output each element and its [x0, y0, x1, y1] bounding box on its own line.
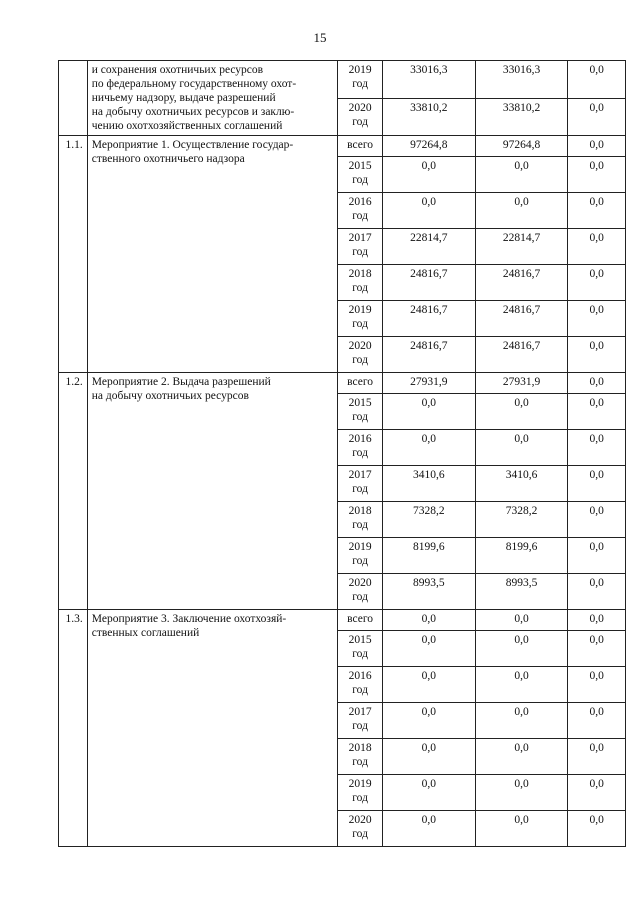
- period-label: 2017: [348, 469, 372, 481]
- item-name: [87, 136, 337, 373]
- value-cell-v2: 0,0: [475, 193, 568, 229]
- period-cell: [338, 136, 383, 157]
- page-number: 15: [313, 30, 327, 45]
- period-label: всего: [347, 139, 374, 151]
- value-cell-v2: 0,0: [475, 394, 568, 430]
- value-cell-v2: 8993,5: [475, 574, 568, 610]
- value-cell-v2: 0,0: [475, 811, 568, 847]
- value-cell-v3: 0,0: [568, 538, 626, 574]
- item-name-line: по федеральному государственному охот-: [91, 78, 297, 90]
- period-cell: [338, 98, 383, 136]
- value-cell-v3: 0,0: [568, 502, 626, 538]
- period-label: 2016: [348, 433, 372, 445]
- period-cell: [338, 667, 383, 703]
- value-cell-v3: 0,0: [568, 610, 626, 631]
- value-cell-v1: 27931,9: [382, 373, 475, 394]
- value-cell-v3: 0,0: [568, 337, 626, 373]
- value-cell-v3: 0,0: [568, 775, 626, 811]
- period-cell: [338, 502, 383, 538]
- value-cell-v1: 0,0: [382, 631, 475, 667]
- period-label: год: [352, 591, 368, 603]
- value-cell-v3: 0,0: [568, 631, 626, 667]
- period-label: год: [352, 78, 368, 90]
- period-cell: [338, 466, 383, 502]
- value-cell-v1: 97264,8: [382, 136, 475, 157]
- value-cell-v3: 0,0: [568, 301, 626, 337]
- value-cell-v1: 0,0: [382, 703, 475, 739]
- budget-table: [58, 60, 626, 847]
- item-name-line: Мероприятие 1. Осуществление государ-: [91, 139, 294, 151]
- period-label: 2017: [348, 232, 372, 244]
- period-label: всего: [347, 376, 374, 388]
- value-cell-v2: 0,0: [475, 703, 568, 739]
- table-row: [59, 61, 626, 99]
- value-cell-v2: 0,0: [475, 610, 568, 631]
- item-name: [87, 610, 337, 847]
- value-cell-v1: 24816,7: [382, 301, 475, 337]
- period-label: год: [352, 720, 368, 732]
- value-cell-v2: 0,0: [475, 430, 568, 466]
- value-cell-v3: 0,0: [568, 193, 626, 229]
- item-number: 1.2.: [59, 373, 88, 610]
- value-cell-v2: 8199,6: [475, 538, 568, 574]
- period-label: год: [352, 174, 368, 186]
- period-label: год: [352, 483, 368, 495]
- value-cell-v1: 3410,6: [382, 466, 475, 502]
- value-cell-v2: 27931,9: [475, 373, 568, 394]
- value-cell-v3: 0,0: [568, 574, 626, 610]
- period-label: год: [352, 756, 368, 768]
- period-cell: [338, 157, 383, 193]
- value-cell-v3: 0,0: [568, 373, 626, 394]
- item-name-line: и сохранения охотничьих ресурсов: [91, 64, 264, 76]
- period-label: год: [352, 447, 368, 459]
- period-label: 2015: [348, 397, 372, 409]
- period-cell: [338, 61, 383, 99]
- value-cell-v1: 8993,5: [382, 574, 475, 610]
- value-cell-v3: 0,0: [568, 229, 626, 265]
- value-cell-v2: 33016,3: [475, 61, 568, 99]
- item-number: [59, 61, 88, 136]
- value-cell-v2: 24816,7: [475, 265, 568, 301]
- period-cell: [338, 373, 383, 394]
- value-cell-v2: 97264,8: [475, 136, 568, 157]
- period-label: 2020: [348, 814, 372, 826]
- period-label: год: [352, 648, 368, 660]
- period-label: год: [352, 115, 368, 128]
- item-name-line: ничьему надзору, выдаче разрешений: [91, 92, 276, 104]
- value-cell-v1: 22814,7: [382, 229, 475, 265]
- value-cell-v2: 22814,7: [475, 229, 568, 265]
- period-label: 2015: [348, 160, 372, 172]
- value-cell-v1: 0,0: [382, 157, 475, 193]
- period-label: 2019: [348, 778, 372, 790]
- period-label: 2020: [348, 577, 372, 589]
- period-label: год: [352, 282, 368, 294]
- value-cell-v3: 0,0: [568, 703, 626, 739]
- value-cell-v1: 24816,7: [382, 337, 475, 373]
- table-row: [59, 136, 626, 157]
- value-cell-v1: 24816,7: [382, 265, 475, 301]
- period-cell: [338, 631, 383, 667]
- item-name-line: ственного охотничьего надзора: [91, 153, 245, 165]
- item-name-line: ственных соглашений: [91, 627, 200, 639]
- period-label: 2018: [348, 505, 372, 517]
- table-row: [59, 373, 626, 394]
- period-label: 2019: [348, 304, 372, 316]
- value-cell-v1: 8199,6: [382, 538, 475, 574]
- period-cell: [338, 811, 383, 847]
- period-label: год: [352, 555, 368, 567]
- period-cell: [338, 394, 383, 430]
- value-cell-v2: 7328,2: [475, 502, 568, 538]
- value-cell-v3: 0,0: [568, 136, 626, 157]
- value-cell-v1: 33810,2: [382, 98, 475, 136]
- value-cell-v3: 0,0: [568, 811, 626, 847]
- value-cell-v3: 0,0: [568, 667, 626, 703]
- period-label: 2015: [348, 634, 372, 646]
- value-cell-v2: 0,0: [475, 157, 568, 193]
- value-cell-v3: 0,0: [568, 466, 626, 502]
- item-name: [87, 373, 337, 610]
- period-label: год: [352, 210, 368, 222]
- period-cell: [338, 739, 383, 775]
- value-cell-v2: 0,0: [475, 631, 568, 667]
- item-name-line: на добычу охотничьих ресурсов: [91, 390, 249, 402]
- value-cell-v3: 0,0: [568, 61, 626, 99]
- period-label: год: [352, 411, 368, 423]
- item-name: [87, 61, 337, 136]
- period-label: 2019: [348, 541, 372, 553]
- value-cell-v2: 0,0: [475, 739, 568, 775]
- value-cell-v1: 0,0: [382, 430, 475, 466]
- item-name-line: на добычу охотничьих ресурсов и заклю-: [91, 106, 295, 118]
- value-cell-v2: 33810,2: [475, 98, 568, 136]
- value-cell-v2: 0,0: [475, 667, 568, 703]
- item-number: 1.1.: [59, 136, 88, 373]
- value-cell-v3: 0,0: [568, 394, 626, 430]
- item-name-line: Мероприятие 2. Выдача разрешений: [91, 376, 271, 388]
- value-cell-v2: 24816,7: [475, 301, 568, 337]
- period-label: год: [352, 318, 368, 330]
- period-label: 2018: [348, 742, 372, 754]
- period-cell: [338, 574, 383, 610]
- table-row: [59, 610, 626, 631]
- value-cell-v2: 0,0: [475, 775, 568, 811]
- value-cell-v1: 33016,3: [382, 61, 475, 99]
- value-cell-v1: 0,0: [382, 394, 475, 430]
- period-cell: [338, 337, 383, 373]
- period-label: год: [352, 792, 368, 804]
- period-label: год: [352, 354, 368, 366]
- value-cell-v3: 0,0: [568, 430, 626, 466]
- value-cell-v2: 24816,7: [475, 337, 568, 373]
- value-cell-v3: 0,0: [568, 98, 626, 136]
- value-cell-v3: 0,0: [568, 265, 626, 301]
- period-cell: [338, 193, 383, 229]
- period-label: 2020: [348, 340, 372, 352]
- value-cell-v1: 0,0: [382, 193, 475, 229]
- period-cell: [338, 301, 383, 337]
- period-cell: [338, 538, 383, 574]
- value-cell-v1: 0,0: [382, 811, 475, 847]
- budget-table-body: [59, 61, 626, 847]
- period-label: год: [352, 519, 368, 531]
- value-cell-v3: 0,0: [568, 739, 626, 775]
- period-label: 2019: [348, 64, 372, 76]
- value-cell-v1: 0,0: [382, 739, 475, 775]
- value-cell-v1: 0,0: [382, 610, 475, 631]
- period-label: год: [352, 246, 368, 258]
- value-cell-v1: 7328,2: [382, 502, 475, 538]
- period-cell: [338, 430, 383, 466]
- period-label: 2016: [348, 670, 372, 682]
- value-cell-v3: 0,0: [568, 157, 626, 193]
- period-cell: [338, 229, 383, 265]
- period-cell: [338, 265, 383, 301]
- period-label: год: [352, 828, 368, 840]
- value-cell-v1: 0,0: [382, 667, 475, 703]
- period-label: 2017: [348, 706, 372, 718]
- value-cell-v1: 0,0: [382, 775, 475, 811]
- period-cell: [338, 703, 383, 739]
- period-label: год: [352, 684, 368, 696]
- item-name-line: чению охотхозяйственных соглашений: [91, 120, 283, 132]
- period-label: всего: [347, 613, 374, 625]
- period-label: 2018: [348, 268, 372, 280]
- item-number: 1.3.: [59, 610, 88, 847]
- period-cell: [338, 775, 383, 811]
- period-cell: [338, 610, 383, 631]
- value-cell-v2: 3410,6: [475, 466, 568, 502]
- item-name-line: Мероприятие 3. Заключение охотхозяй-: [91, 613, 287, 625]
- period-label: 2016: [348, 196, 372, 208]
- period-label: 2020: [348, 101, 372, 114]
